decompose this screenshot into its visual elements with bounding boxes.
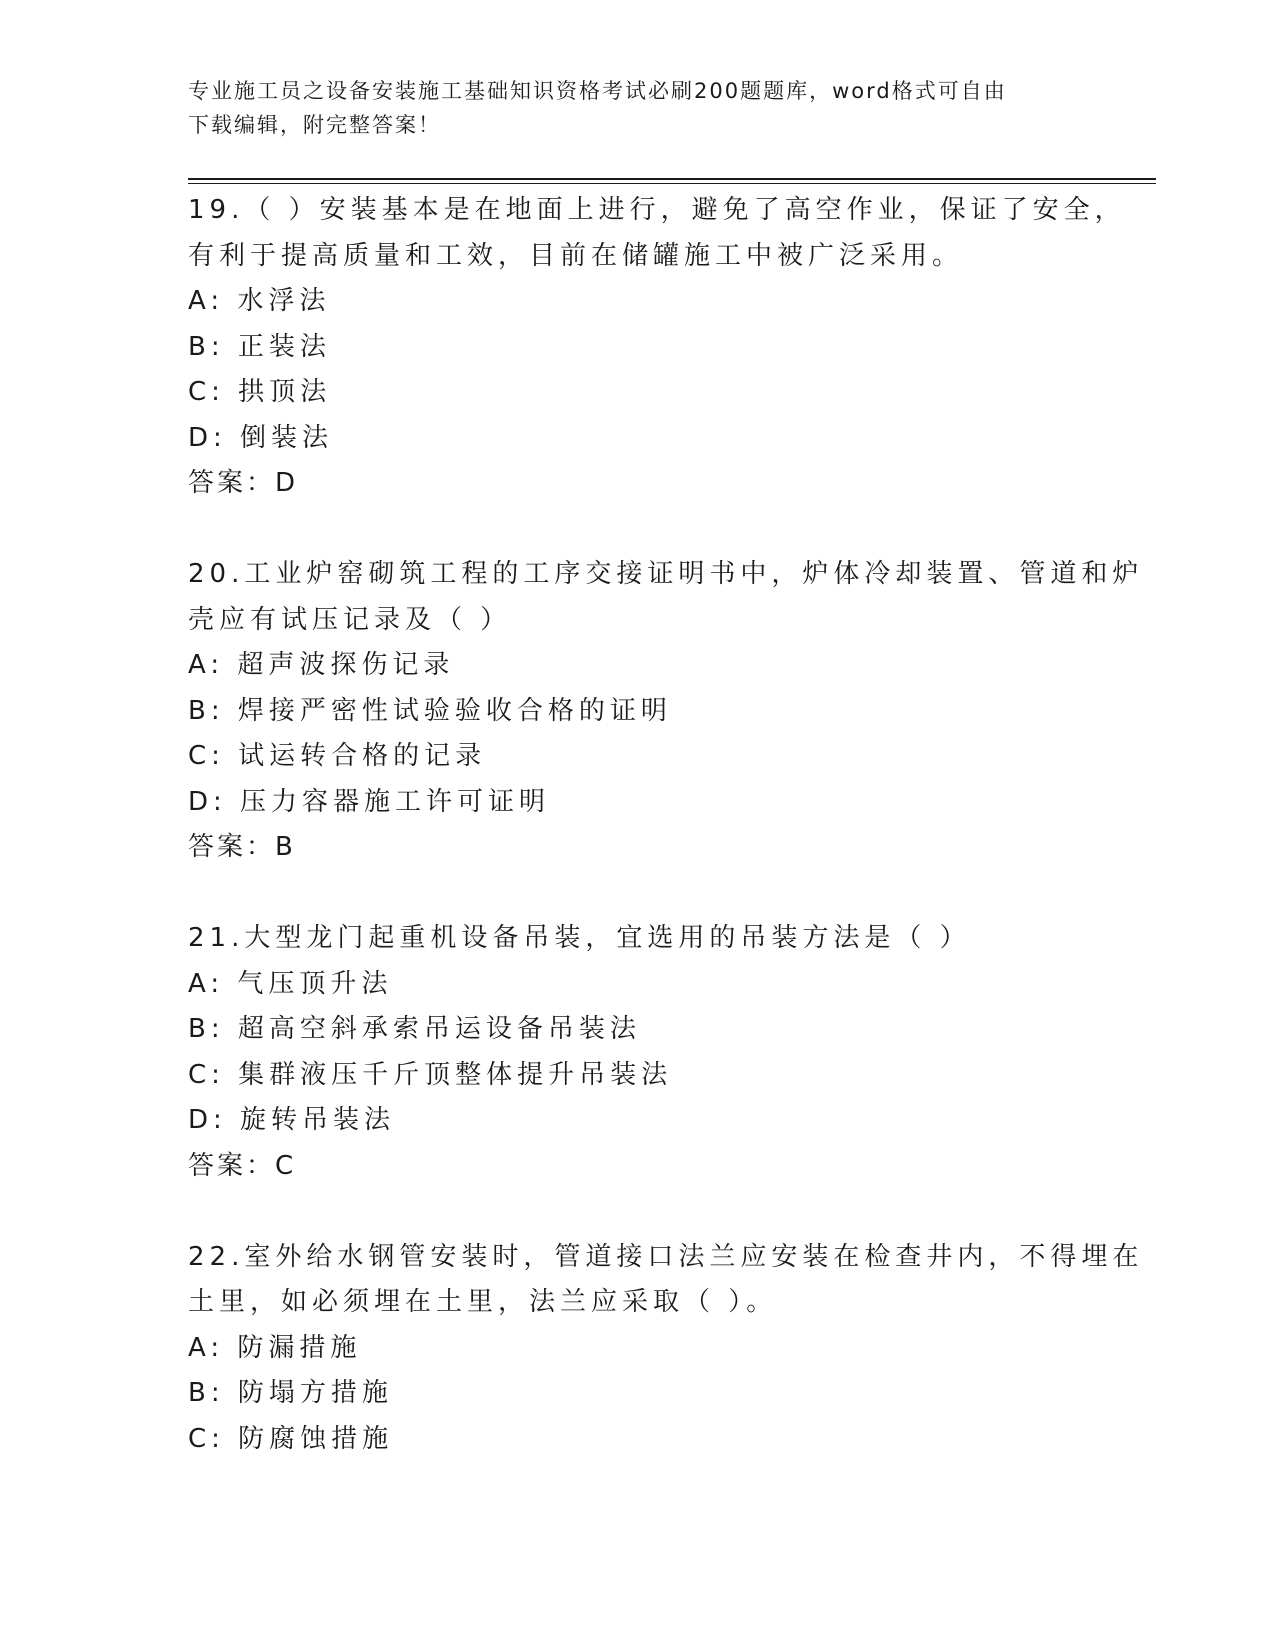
- option-b: B: 焊接严密性试验验收合格的证明: [188, 695, 672, 726]
- question-text: 壳应有试压记录及（ ）: [188, 604, 512, 635]
- header-title-line-2: 下载编辑，附完整答案！: [188, 113, 441, 137]
- option-b: B: 防塌方措施: [188, 1378, 393, 1408]
- answer: 答案：B: [188, 832, 296, 862]
- question-spacer: [188, 871, 1088, 917]
- option-a: A: 防漏措施: [188, 1332, 362, 1363]
- header-divider-thick: [188, 178, 1156, 180]
- option-b: B: 超高空斜承索吊运设备吊装法: [188, 1014, 641, 1044]
- question-text: 19.（ ）安装基本是在地面上进行，避免了高空作业，保证了安全，: [188, 195, 1126, 225]
- question-text: 有利于提高质量和工效，目前在储罐施工中被广泛采用。: [188, 240, 964, 271]
- option-c: C: 试运转合格的记录: [188, 741, 487, 771]
- question-20: [188, 552, 1144, 871]
- header-divider-thin: [188, 183, 1156, 184]
- option-c: C: 防腐蚀措施: [188, 1423, 394, 1454]
- option-c: C: 拱顶法: [188, 377, 332, 407]
- question-21: [188, 916, 1088, 1189]
- answer: 答案：D: [188, 468, 299, 498]
- option-c: C: 集群液压千斤顶整体提升吊装法: [188, 1059, 673, 1090]
- option-d: D: 倒装法: [188, 422, 334, 453]
- question-22: [188, 1235, 1144, 1463]
- answer: 答案：C: [188, 1150, 297, 1181]
- option-d: D: 旋转吊装法: [188, 1105, 396, 1135]
- option-d: D: 压力容器施工许可证明: [188, 786, 551, 817]
- page-header: [188, 74, 1088, 142]
- option-b: B: 正装法: [188, 331, 331, 362]
- question-spacer: [188, 507, 1088, 553]
- question-text: 21.大型龙门起重机设备吊装，宜选用的吊装方法是（ ）: [188, 923, 971, 953]
- option-a: A: 水浮法: [188, 286, 331, 316]
- question-list: [188, 188, 1144, 1462]
- option-a: A: 气压顶升法: [188, 968, 393, 999]
- question-19: [188, 188, 1126, 507]
- question-text: 土里，如必须埋在土里，法兰应采取（ ）。: [188, 1287, 778, 1317]
- question-text: 20.工业炉窑砌筑工程的工序交接证明书中，炉体冷却装置、管道和炉: [188, 559, 1144, 589]
- question-text: 22.室外给水钢管安装时，管道接口法兰应安装在检查井内，不得埋在: [188, 1241, 1144, 1272]
- option-a: A: 超声波探伤记录: [188, 650, 455, 680]
- question-spacer: [188, 1189, 1088, 1235]
- header-title-line-1: 专业施工员之设备安装施工基础知识资格考试必刷200题题库，word格式可自由: [188, 79, 1007, 103]
